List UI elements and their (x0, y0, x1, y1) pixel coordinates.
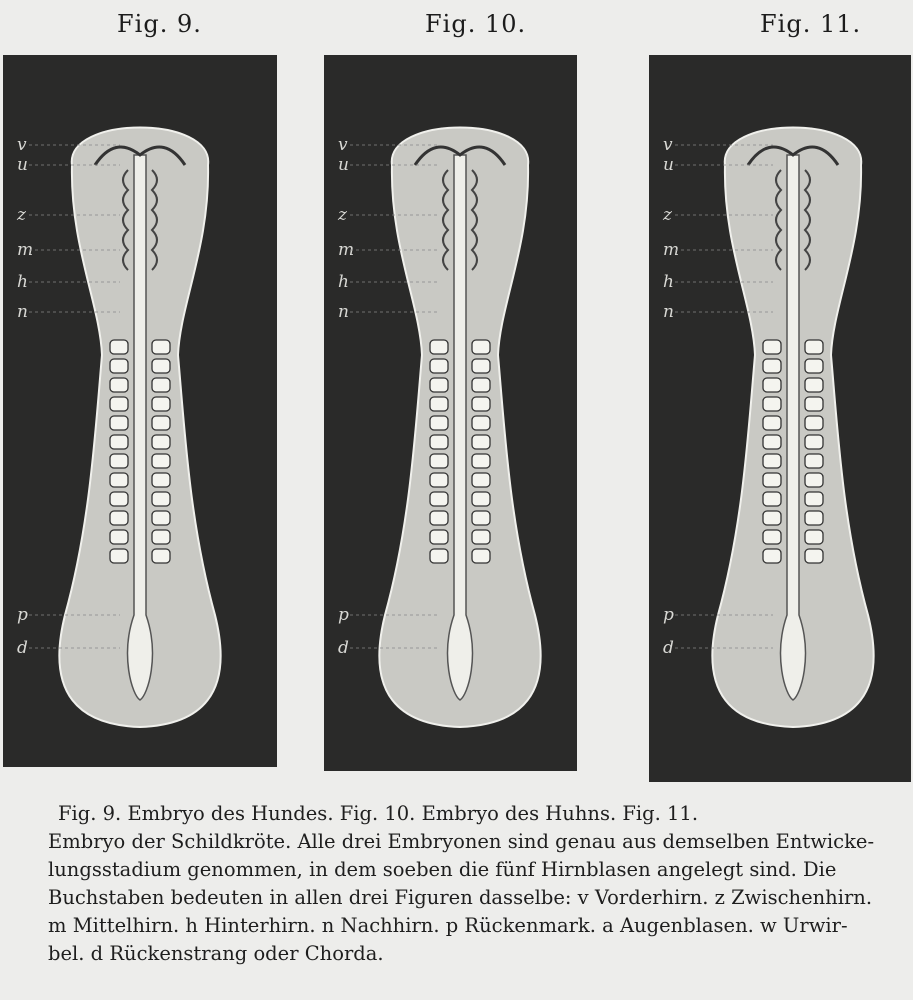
figure-9-label: Fig. 9. (117, 10, 202, 38)
somite (763, 473, 781, 487)
caption-line-2: Embryo der Schildkröte. Alle drei Embryonen sind genau aus demselben Entwicke- (48, 830, 875, 853)
somite (805, 511, 823, 525)
region-letter-d: d (338, 638, 349, 658)
somite (152, 511, 170, 525)
somite (430, 416, 448, 430)
embryo-dog-illustration (3, 55, 277, 767)
figure-9-plate (3, 55, 277, 767)
somite (763, 359, 781, 373)
somite (805, 378, 823, 392)
region-letter-u: u (338, 155, 349, 175)
somite (763, 416, 781, 430)
region-letter-h: h (17, 272, 28, 292)
somite (805, 549, 823, 563)
figure-caption (48, 800, 898, 968)
caption-line-4: Buchstaben bedeuten in allen drei Figuren dasselbe: v Vorderhirn. z Zwischenhirn. (48, 886, 873, 909)
somite (152, 549, 170, 563)
somite (110, 530, 128, 544)
region-letter-z: z (17, 205, 26, 225)
somite (472, 416, 490, 430)
somite (430, 435, 448, 449)
somite (763, 435, 781, 449)
somite (152, 359, 170, 373)
somite (152, 340, 170, 354)
region-letter-z: z (663, 205, 672, 225)
somite (472, 340, 490, 354)
region-letter-p: p (17, 605, 28, 625)
region-letter-m: m (17, 240, 34, 260)
somite (430, 530, 448, 544)
region-letter-v: v (663, 135, 673, 155)
somite (110, 492, 128, 506)
region-letter-m: m (663, 240, 680, 260)
region-letter-v: v (338, 135, 348, 155)
somite (110, 511, 128, 525)
somite (472, 359, 490, 373)
somite (110, 397, 128, 411)
somite (110, 549, 128, 563)
somite (430, 549, 448, 563)
region-letter-h: h (663, 272, 674, 292)
region-letter-m: m (338, 240, 355, 260)
caption-line-6: bel. d Rückenstrang oder Chorda. (48, 942, 384, 965)
somite (430, 511, 448, 525)
somite (152, 378, 170, 392)
caption-line-5: m Mittelhirn. h Hinterhirn. n Nachhirn. p Rückenmark. a Augenblasen. w Urwir- (48, 914, 848, 937)
somite (472, 549, 490, 563)
somite (763, 340, 781, 354)
region-letter-d: d (17, 638, 28, 658)
somite (763, 378, 781, 392)
somite (152, 435, 170, 449)
somite (472, 378, 490, 392)
somite (805, 473, 823, 487)
somite (472, 473, 490, 487)
somite (110, 378, 128, 392)
somite (472, 435, 490, 449)
embryo-turtle-illustration (649, 55, 911, 782)
somite (152, 492, 170, 506)
somite (763, 397, 781, 411)
region-letter-p: p (663, 605, 674, 625)
somite (805, 359, 823, 373)
somite (430, 359, 448, 373)
region-letter-n: n (17, 302, 28, 322)
region-letter-n: n (663, 302, 674, 322)
somite (110, 454, 128, 468)
somite (430, 397, 448, 411)
somite (805, 340, 823, 354)
somite (472, 511, 490, 525)
somite (763, 492, 781, 506)
somite (763, 530, 781, 544)
region-letter-u: u (17, 155, 28, 175)
somite (152, 416, 170, 430)
somite (763, 511, 781, 525)
caption-line-3: lungsstadium genommen, in dem soeben die fünf Hirnblasen angelegt sind. Die (48, 858, 837, 881)
region-letter-d: d (663, 638, 674, 658)
figure-11-plate (649, 55, 911, 782)
figure-10-plate (324, 55, 577, 771)
somite (152, 397, 170, 411)
region-letter-p: p (338, 605, 349, 625)
region-letter-z: z (338, 205, 347, 225)
region-letter-u: u (663, 155, 674, 175)
somite (430, 473, 448, 487)
somite (110, 435, 128, 449)
somite (805, 435, 823, 449)
somite (430, 340, 448, 354)
somite (110, 340, 128, 354)
somite (430, 378, 448, 392)
somite (805, 397, 823, 411)
somite (430, 492, 448, 506)
region-letter-h: h (338, 272, 349, 292)
region-letter-v: v (17, 135, 27, 155)
somite (110, 473, 128, 487)
somite (805, 530, 823, 544)
somite (152, 454, 170, 468)
somite (763, 549, 781, 563)
somite (763, 454, 781, 468)
somite (805, 416, 823, 430)
somite (430, 454, 448, 468)
somite (110, 359, 128, 373)
somite (472, 397, 490, 411)
region-letter-n: n (338, 302, 349, 322)
figure-11-label: Fig. 11. (760, 10, 862, 38)
embryo-chicken-illustration (324, 55, 577, 771)
somite (805, 492, 823, 506)
somite (152, 530, 170, 544)
somite (110, 416, 128, 430)
somite (472, 454, 490, 468)
somite (152, 473, 170, 487)
somite (472, 530, 490, 544)
figure-10-label: Fig. 10. (425, 10, 527, 38)
somite (472, 492, 490, 506)
somite (805, 454, 823, 468)
caption-line-1: Fig. 9. Embryo des Hundes. Fig. 10. Embryo des Huhns. Fig. 11. (58, 802, 699, 825)
